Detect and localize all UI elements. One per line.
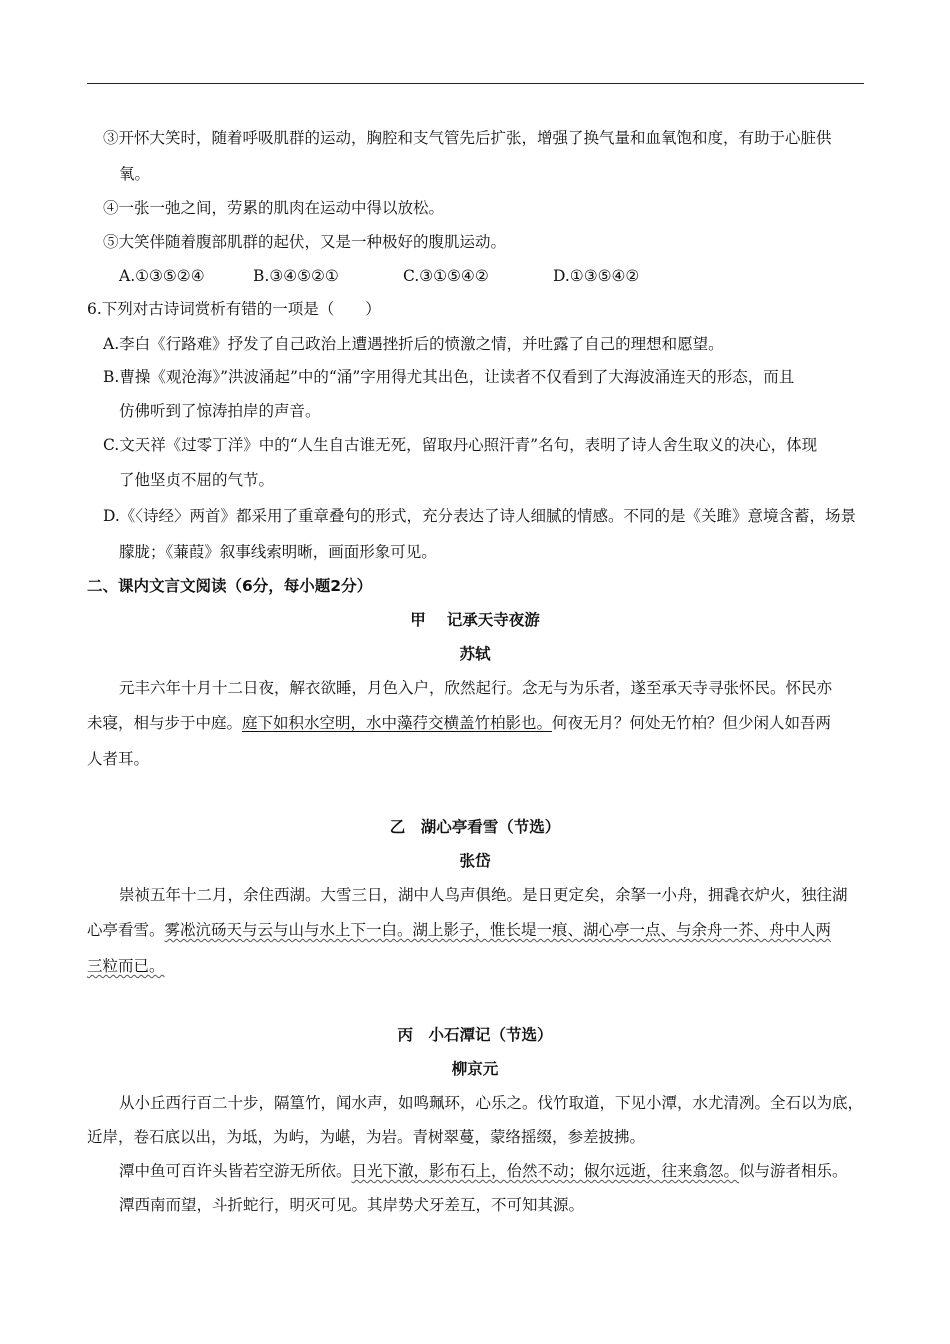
passage-bing-line3-post: 似与游者相乐。	[739, 1162, 848, 1180]
q5-options	[119, 266, 639, 286]
q6-stem: 6.下列对古诗词赏析有错的一项是（ ）	[87, 300, 381, 318]
passage-bing-line1: 从小丘西行百二十步，隔篁竹，闻水声，如鸣珮环，心乐之。伐竹取道，下见小潭，水尤清冽。全石以为底，	[119, 1094, 864, 1112]
passage-jia-line3: 人者耳。	[87, 750, 150, 768]
passage-bing-title: 丙 小石潭记（节选）	[397, 1026, 553, 1044]
q6-option-d-line2: 朦胧；《蒹葭》叙事线索明晰，画面形象可见。	[119, 543, 437, 561]
passage-bing-line3	[119, 1161, 848, 1181]
passage-yi-author: 张岱	[459, 852, 491, 870]
passage-jia-underlined-sentence: 庭下如积水空明，水中藻荇交横盖竹柏影也。	[242, 714, 553, 732]
passage-yi-line2-pre: 心亭看雪。	[87, 921, 165, 939]
q6-option-b-line2: 仿佛听到了惊涛拍岸的声音。	[119, 402, 321, 420]
passage-yi-wavy-sentence: 雾凇沆砀天与云与山与水上下一白。湖上影子，惟长堤一痕、湖心亭一点、与余舟一芥、舟中人两	[164, 921, 832, 939]
q5-option-a: A.①③⑤②④	[119, 267, 205, 285]
passage-yi-title: 乙 湖心亭看雪（节选）	[389, 818, 561, 836]
passage-jia-line2	[87, 713, 831, 733]
passage-yi-wavy-sentence-end: 三粒而已。	[87, 957, 165, 975]
passage-bing-wavy-sentence: 日光下澈，影布石上，佁然不动；俶尔远逝，往来翕忽。	[351, 1162, 740, 1180]
passage-bing-line4: 潭西南而望，斗折蛇行，明灭可见。其岸势犬牙差互，不可知其源。	[119, 1196, 585, 1214]
passage-jia-line2-pre: 未寝，相与步于中庭。	[87, 714, 243, 732]
q6-option-a: A.李白《行路难》抒发了自己政治上遭遇挫折后的愤激之情，并吐露了自己的理想和愿望。	[103, 335, 724, 353]
q5-item4: ④一张一弛之间，劳累的肌肉在运动中得以放松。	[103, 199, 445, 217]
q5-item5: ⑤大笑伴随着腹部肌群的起伏，又是一种极好的腹肌运动。	[103, 233, 507, 251]
passage-jia-title: 甲 记承天寺夜游	[410, 611, 540, 629]
q5-option-c: C.③①⑤④②	[403, 267, 489, 285]
passage-jia-line1: 元丰六年十月十二日夜，解衣欲睡，月色入户，欣然起行。念无与为乐者，遂至承天寺寻张怀民。怀民亦	[119, 679, 833, 697]
passage-yi-line1: 崇祯五年十二月，余住西湖。大雪三日，湖中人鸟声俱绝。是日更定矣，余拏一小舟，拥毳衣炉火，独往湖	[119, 886, 848, 904]
q6-option-c-line2: 了他坚贞不屈的气节。	[119, 471, 275, 489]
header-rule	[87, 83, 864, 84]
q5-option-b: B.③④⑤②①	[253, 267, 339, 285]
q5-item3-line1: ③开怀大笑时，随着呼吸肌群的运动，胸腔和支气管先后扩张，增强了换气量和血氧饱和度，有助于心脏供	[103, 129, 832, 147]
section2-heading: 二、课内文言文阅读（6分，每小题2分）	[87, 577, 373, 595]
q6-option-b-line1: B.曹操《观沧海》”洪波涌起”中的“涌”字用得尤其出色，让读者不仅看到了大海波涌连天的形态，而且	[103, 368, 795, 386]
passage-jia-author: 苏轼	[459, 645, 491, 663]
passage-bing-line3-pre: 潭中鱼可百许头皆若空游无所依。	[119, 1162, 352, 1180]
q6-option-c-line1: C.文天祥《过零丁洋》中的“人生自古谁无死，留取丹心照汗青”名句，表明了诗人舍生取义的决心，体现	[103, 436, 818, 454]
passage-yi-line3	[87, 956, 165, 976]
passage-jia-line2-post: 何夜无月？何处无竹柏？但少闲人如吾两	[552, 714, 832, 732]
passage-bing-author: 柳京元	[451, 1060, 499, 1078]
passage-bing-line2: 近岸，卷石底以出，为坻，为屿，为嵁，为岩。青树翠蔓，蒙络摇缀，参差披拂。	[87, 1128, 646, 1146]
q6-option-d-line1: D.《〈诗经〉两首》都采用了重章叠句的形式，充分表达了诗人细腻的情感。不同的是《关雎》意境含蓄，场景	[103, 507, 857, 525]
q5-option-d: D.①③⑤④②	[553, 267, 640, 285]
q5-item3-line2: 氧。	[119, 165, 151, 183]
passage-yi-line2	[87, 920, 831, 940]
